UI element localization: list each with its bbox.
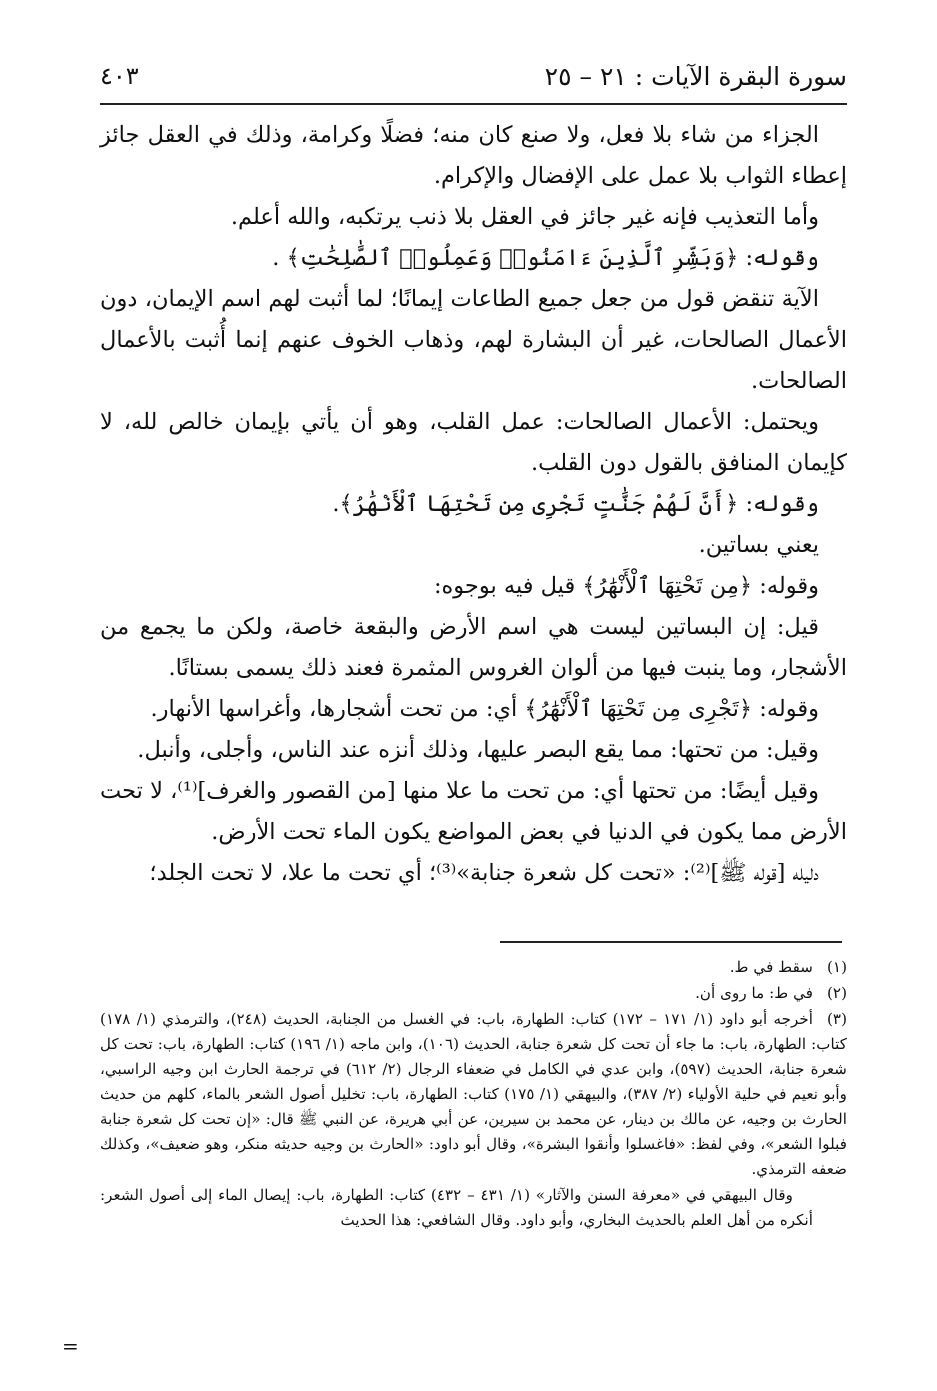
paragraph: وأما التعذيب فإنه غير جائز في العقل بلا ذنب يرتكبه، والله أعلم. — [230, 204, 819, 230]
footnote — [100, 1007, 847, 1182]
footnote-marker: (٣) — [826, 1010, 848, 1028]
footnote — [100, 981, 847, 1006]
page-header — [100, 58, 847, 98]
paragraph: ويحتمل: الأعمال الصالحات: عمل القلب، وهو أن يأتي بإيمان خالص لله، لا كإيمان المنافق بالقول دون القلب. — [100, 409, 847, 476]
footnote-text: في ط: ما روى أن. — [695, 984, 813, 1002]
footnotes — [100, 955, 847, 1233]
footnote-marker: (٢) — [826, 984, 847, 1002]
continuation-mark: = — [62, 1334, 79, 1358]
paragraph: قيل: إن البساتين ليست هي اسم الأرض والبقعة خاصة، ولكن ما يجمع من الأشجار، وما ينبت فيها من ألوان الغروس المثمرة فعند ذلك يسمى بستانًا. — [100, 614, 847, 681]
quran-quote-paragraph: وقوله: ﴿وَبَشِّرِ ٱلَّذِينَ ءَامَنُوا۟ وَعَمِلُوا۟ ٱلصَّٰلِحَٰتِ﴾ . — [272, 245, 819, 271]
paragraph: وقيل: من تحتها: مما يقع البصر عليها، وذلك أنزه عند الناس، وأجلى، وأنبل. — [137, 737, 819, 763]
paragraph: الجزاء من شاء بلا فعل، ولا صنع كان منه؛ فضلًا وكرامة، وذلك في العقل جائز إعطاء الثواب بلا عمل على الإفضال والإكرام. — [100, 122, 847, 189]
quran-quote-paragraph: وقوله: ﴿مِن تَحْتِهَا ٱلْأَنْهَٰرُ﴾ قيل فيه بوجوه: — [433, 573, 819, 599]
footnote-marker: (١) — [826, 958, 847, 976]
footnote — [100, 955, 847, 980]
page-number: ٤٠٣ — [100, 62, 139, 90]
paragraph: الآية تنقض قول من جعل جميع الطاعات إيمانًا؛ لما أثبت لهم اسم الإيمان، دون الأعمال الصالحات، غير أن البشارة لهم، وذهاب الخوف عنهم إنما أُثبت بالأعمال الصالحات. — [100, 286, 847, 394]
quran-quote-paragraph: وقوله: ﴿تَجْرِى مِن تَحْتِهَا ٱلْأَنْهَٰرُ﴾ أي: من تحت أشجارها، وأغراسها الأنهار. — [150, 696, 819, 722]
header-rule — [100, 103, 847, 105]
footnote-text: أخرجه أبو داود (١/ ١٧١ – ١٧٢) كتاب: الطهارة، باب: في الغسل من الجنابة، الحديث (٢٤٨)، والترمذي (١/ ١٧٨) كتاب: الطهارة، باب: ما جاء أن تحت كل شعرة جنابة، الحديث (١٠٦)، وابن ماجه (١/ ١٩٦) كتاب: الطهارة، باب: تحت كل شعرة جنابة، الحديث (٥٩٧)، وابن عدي في الكامل في ضعفاء الرجال (٢/ ٦١٢) في ترجمة الحارث ابن وجيه الراسبي، وأبو نعيم في حلية الأولياء (٢/ ٣٨٧)، والبيهقي (١/ ١٧٥) كتاب: الطهارة، باب: تخليل أصول الشعر بالماء، كلهم من حديث الحارث بن وجيه، عن مالك بن دينار، عن محمد بن سيرين، عن أبي هريرة، عن النبي ﷺ قال: «إن تحت كل شعرة جنابة فبلوا الشعر»، وفي لفظ: «فاغسلوا وأنقوا البشرة»، وقال أبو داود: «الحارث بن وجيه حديثه منكر، وهو ضعيف»، وكذلك ضعفه الترمذي. — [100, 1010, 847, 1178]
footnote-text: سقط في ط. — [729, 958, 813, 976]
paragraph: وقيل أيضًا: من تحتها أي: من تحت ما علا منها [من القصور والغرف]⁽¹⁾، لا تحت الأرض مما يكون في الدنيا في بعض المواضع يكون الماء تحت الأرض. — [100, 778, 847, 845]
quran-quote-paragraph: وقوله: ﴿أَنَّ لَهُمْ جَنَّٰتٍ تَجْرِى مِن تَحْتِهَا ٱلْأَنْهَٰرُ﴾. — [332, 491, 819, 517]
running-title: سورة البقرة الآيات : ٢١ – ٢٥ — [544, 62, 847, 91]
footnote-continuation: وقال البيهقي في «معرفة السنن والآثار» (١/ ٤٣١ – ٤٣٢) كتاب: الطهارة، باب: إيصال الماء إلى أصول الشعر: أنكره من أهل العلم بالحديث البخاري، وأبو داود. وقال الشافعي: هذا الحديث — [100, 1186, 813, 1229]
main-text — [100, 115, 847, 894]
footnote-rule — [500, 941, 842, 943]
paragraph: دليله [قوله ﷺ]⁽²⁾: «تحت كل شعرة جنابة»⁽³⁾؛ أي تحت ما علا، لا تحت الجلد؛ — [149, 860, 819, 886]
paragraph: يعني بساتين. — [698, 532, 819, 558]
